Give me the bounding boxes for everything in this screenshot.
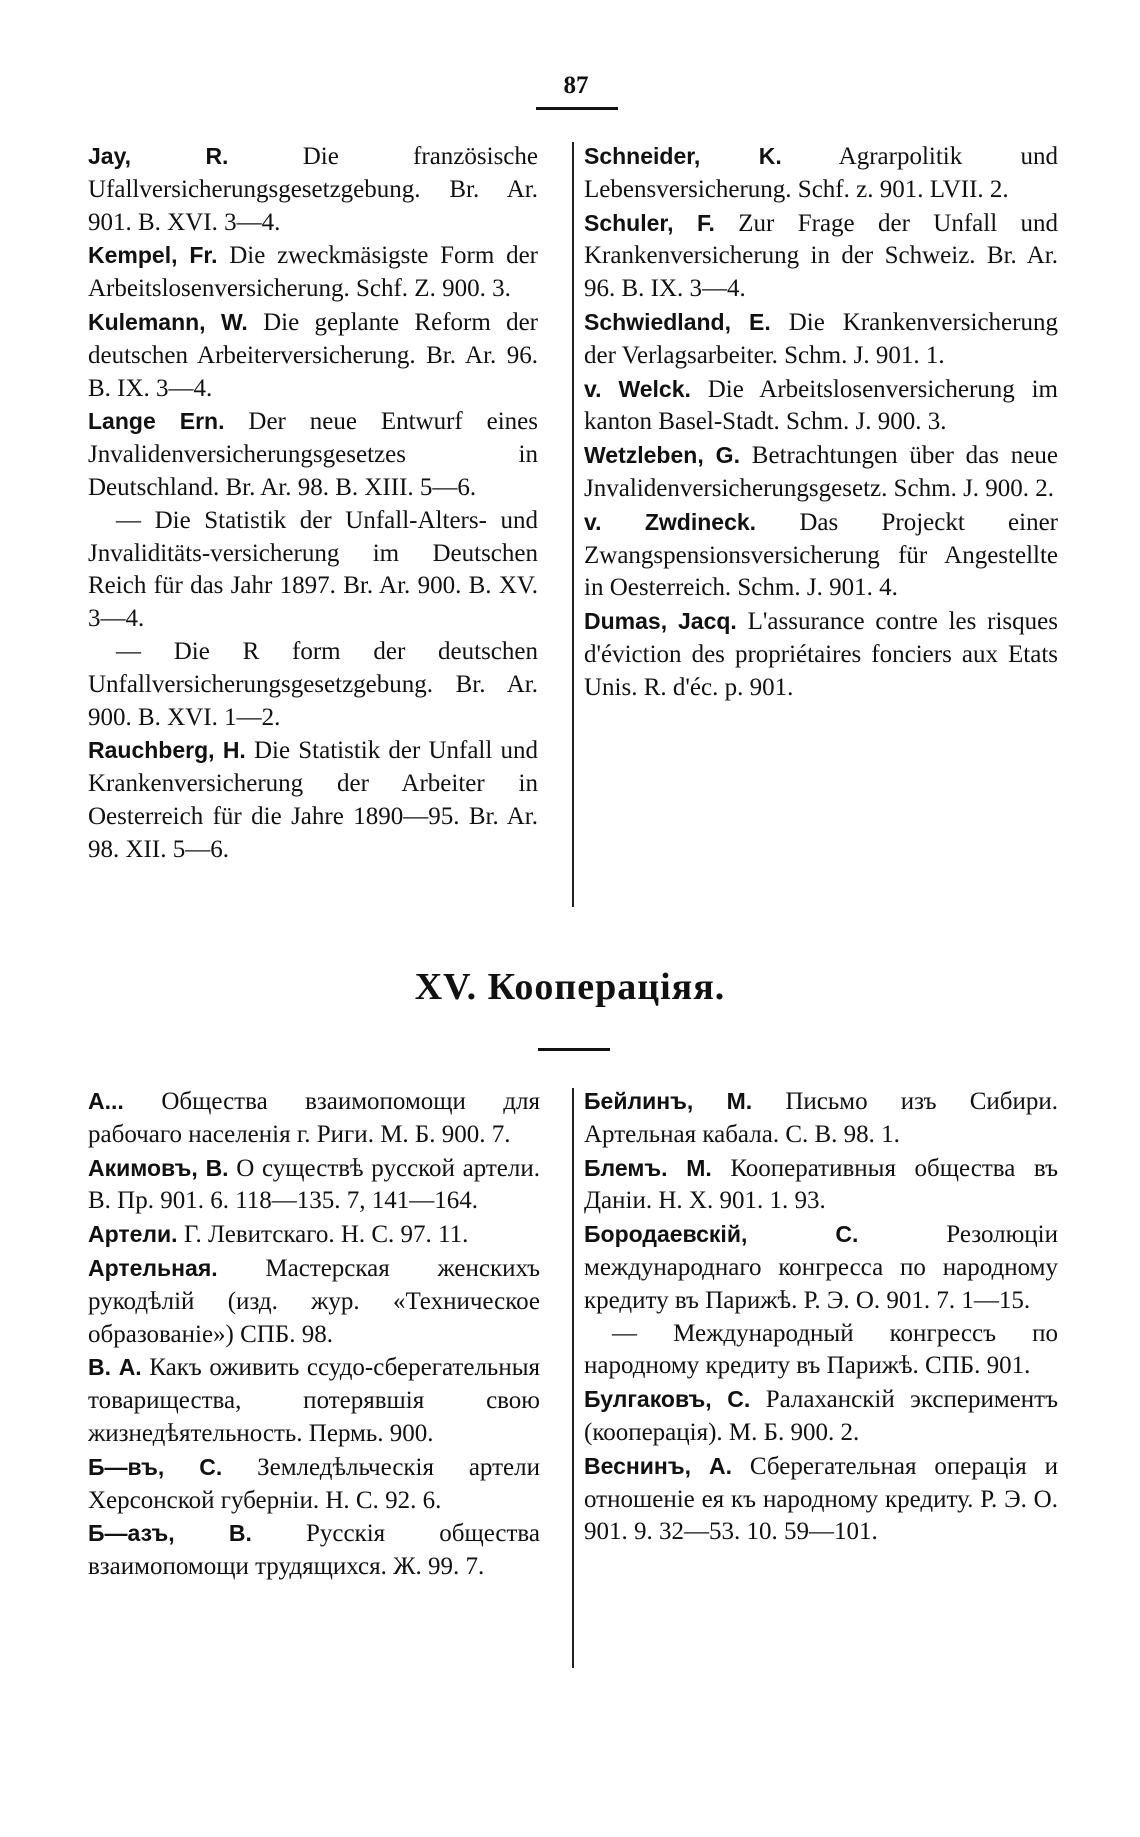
entry-author: Веснинъ, А. — [584, 1452, 732, 1479]
entry-text: Ралаханскій экспериментъ (кооперація). М. Б. 900. 2. — [584, 1386, 1058, 1446]
entry-text: Кооперативныя общества въ Даніи. Н. Х. 901. 1. 93. — [584, 1154, 1058, 1215]
bibliography-entry — [584, 140, 1058, 207]
bibliography-entry — [584, 1152, 1058, 1219]
bottom-right-column — [584, 1085, 1058, 1549]
entry-text: L'assurance contre les risques d'éviction des propriétaires fonciers aux Etats Unis. R. d'éc. p. 901. — [584, 608, 1058, 701]
bibliography-entry — [584, 506, 1058, 605]
bibliography-entry — [88, 306, 538, 405]
entry-author: Б—азъ, В. — [88, 1520, 252, 1547]
bibliography-entry — [584, 439, 1058, 506]
column-divider-bottom — [572, 1088, 574, 1668]
bibliography-entry — [88, 636, 538, 734]
entry-text: О существѣ русской артели. В. Пр. 901. 6. 118—135. 7, 141—164. — [88, 1154, 541, 1215]
bibliography-entry — [584, 1450, 1058, 1549]
section-title: XV. Коопераціяя. — [414, 966, 726, 1008]
entry-author: В. А. — [88, 1354, 142, 1381]
bibliography-entry — [88, 1252, 540, 1351]
entry-text: Земледѣльческія артели Херсонской губерніи. Н. С. 92. 6. — [88, 1453, 540, 1514]
page-number-rule — [536, 107, 618, 110]
bibliography-entry — [584, 1318, 1058, 1384]
entry-author: Lange Ern. — [88, 408, 225, 435]
entry-author: Kempel, Fr. — [88, 242, 218, 269]
entry-text: — Die Statistik der Unfall-Alters- und Jnvaliditäts-versicherung im Deutschen Reich für das Jahr 1897. Br. Ar. 900. B. XV. 3—4. — [88, 506, 538, 633]
entry-text: Die Statistik der Unfall und Krankenversicherung der Arbeiter in Oesterreich für die Jahre 1890—95. Br. Ar. 98. XII. 5—6. — [88, 737, 538, 863]
entry-author: Dumas, Jacq. — [584, 608, 737, 635]
entry-text: Die zweckmäsigste Form der Arbeitslosenversicherung. Schf. Z. 900. 3. — [88, 242, 538, 303]
entry-author: v. Welck. — [584, 375, 691, 402]
bibliography-entry — [88, 1085, 540, 1152]
bibliography-entry — [88, 1351, 540, 1450]
entry-author: Артельная. — [88, 1254, 218, 1281]
entry-author: Артели. — [88, 1221, 178, 1248]
bibliography-entry — [584, 306, 1058, 373]
entry-text: Der neue Entwurf eines Jnvalidenversicherungsgesetzes in Deutschland. Br. Ar. 98. B. XIII. 5—6. — [88, 408, 538, 501]
entry-author: Бейлинъ, М. — [584, 1088, 753, 1114]
entry-text: Общества взаимопомощи для рабочаго населенія г. Риги. М. Б. 900. 7. — [88, 1088, 540, 1148]
entry-text: — Die R form der deutschen Unfallversicherungsgesetzgebung. Br. Ar. 900. B. XVI. 1—2. — [88, 637, 538, 731]
entry-author: Булгаковъ, С. — [584, 1386, 751, 1413]
page-number: 87 — [563, 72, 589, 99]
entry-author: Блемъ. М. — [584, 1154, 712, 1181]
entry-author: Акимовъ, В. — [88, 1154, 229, 1181]
bibliography-entry — [88, 1218, 540, 1252]
column-divider-top — [572, 142, 574, 907]
entry-text: Резолюціи международнаго конгресса по народному кредиту въ Парижѣ. Р. Э. О. 901. 7. 1—15. — [584, 1221, 1058, 1314]
top-left-column — [88, 140, 538, 867]
entry-text: Сберегательная операція и отношеніе ея къ народному кредиту. Р. Э. О. 901. 9. 32—53. 10. 59—101. — [584, 1452, 1058, 1546]
top-right-column — [584, 140, 1058, 705]
entry-author: Wetzleben, G. — [584, 442, 740, 469]
entry-text: Г. Левитскаго. Н. С. 97. 11. — [177, 1221, 469, 1249]
entry-text: Мастерская женскихъ рукодѣлій (изд. жур. «Техническое образованіе») СПБ. 98. — [88, 1254, 540, 1348]
section-title-rule — [538, 1048, 610, 1051]
entry-author: А... — [88, 1088, 162, 1114]
bibliography-entry — [88, 505, 538, 636]
entry-author: Бородаевскій, С. — [584, 1221, 859, 1248]
bibliography-entry — [584, 207, 1058, 306]
entry-author: Jay, R. — [88, 143, 229, 169]
entry-text: Русскія общества взаимопомощи трудящихся. Ж. 99. 7. — [88, 1520, 541, 1581]
entry-text: — Международный конгрессъ по народному кредиту въ Парижѣ. СПБ. 901. — [584, 1319, 1058, 1380]
bottom-left-column — [88, 1085, 540, 1584]
bibliography-entry — [584, 1218, 1058, 1317]
bibliography-entry — [584, 373, 1058, 440]
entry-text: Betrachtungen über das neue Jnvalidenversicherungsgesetz. Schm. J. 900. 2. — [584, 442, 1058, 502]
entry-author: Schuler, F. — [584, 209, 715, 236]
bibliography-entry — [584, 605, 1058, 704]
entry-text: Die Arbeitslosenversicherung im kanton Basel-Stadt. Schm. J. 900. 3. — [584, 375, 1059, 436]
entry-text: Das Projeckt einer Zwangspensionsversicherung für Angestellte in Oesterreich. Schm. J. 901. 4. — [584, 508, 1059, 602]
entry-author: Schwiedland, E. — [584, 308, 771, 335]
entry-text: Die geplante Reform der deutschen Arbeiterversicherung. Br. Ar. 96. B. IX. 3—4. — [88, 308, 538, 402]
bibliography-entry — [88, 1152, 540, 1219]
bibliography-entry — [584, 1383, 1058, 1450]
entry-text: Какъ оживить ссудо-сберегательныя товарищества, потерявшія свою жизнедѣятельность. Пермь. 900. — [88, 1354, 541, 1447]
entry-text: Die französische Ufallversicherungsgesetzgebung. Br. Ar. 901. B. XVI. 3—4. — [88, 143, 538, 236]
bibliography-entry — [88, 140, 538, 239]
bibliography-entry — [88, 1451, 540, 1518]
entry-author: Б—въ, С. — [88, 1453, 223, 1480]
bibliography-entry — [88, 1517, 540, 1584]
bibliography-entry — [88, 734, 538, 866]
entry-text: Die Krankenversicherung der Verlagsarbeiter. Schm. J. 901. 1. — [584, 308, 1058, 369]
entry-text: Письмо изъ Сибири. Артельная кабала. С. В. 98. 1. — [584, 1088, 1058, 1148]
bibliography-entry — [88, 239, 538, 306]
entry-author: Schneider, K. — [584, 143, 782, 169]
entry-author: Rauchberg, H. — [88, 737, 246, 764]
bibliography-entry — [88, 405, 538, 504]
entry-text: Agrarpolitik und Lebensversicherung. Schf. z. 901. LVII. 2. — [584, 143, 1058, 203]
entry-text: Zur Frage der Unfall und Krankenversicherung in der Schweiz. Br. Ar. 96. B. IX. 3—4. — [584, 209, 1059, 303]
entry-author: v. Zwdineck. — [584, 508, 757, 535]
bibliography-entry — [584, 1085, 1058, 1152]
entry-author: Kulemann, W. — [88, 308, 248, 335]
